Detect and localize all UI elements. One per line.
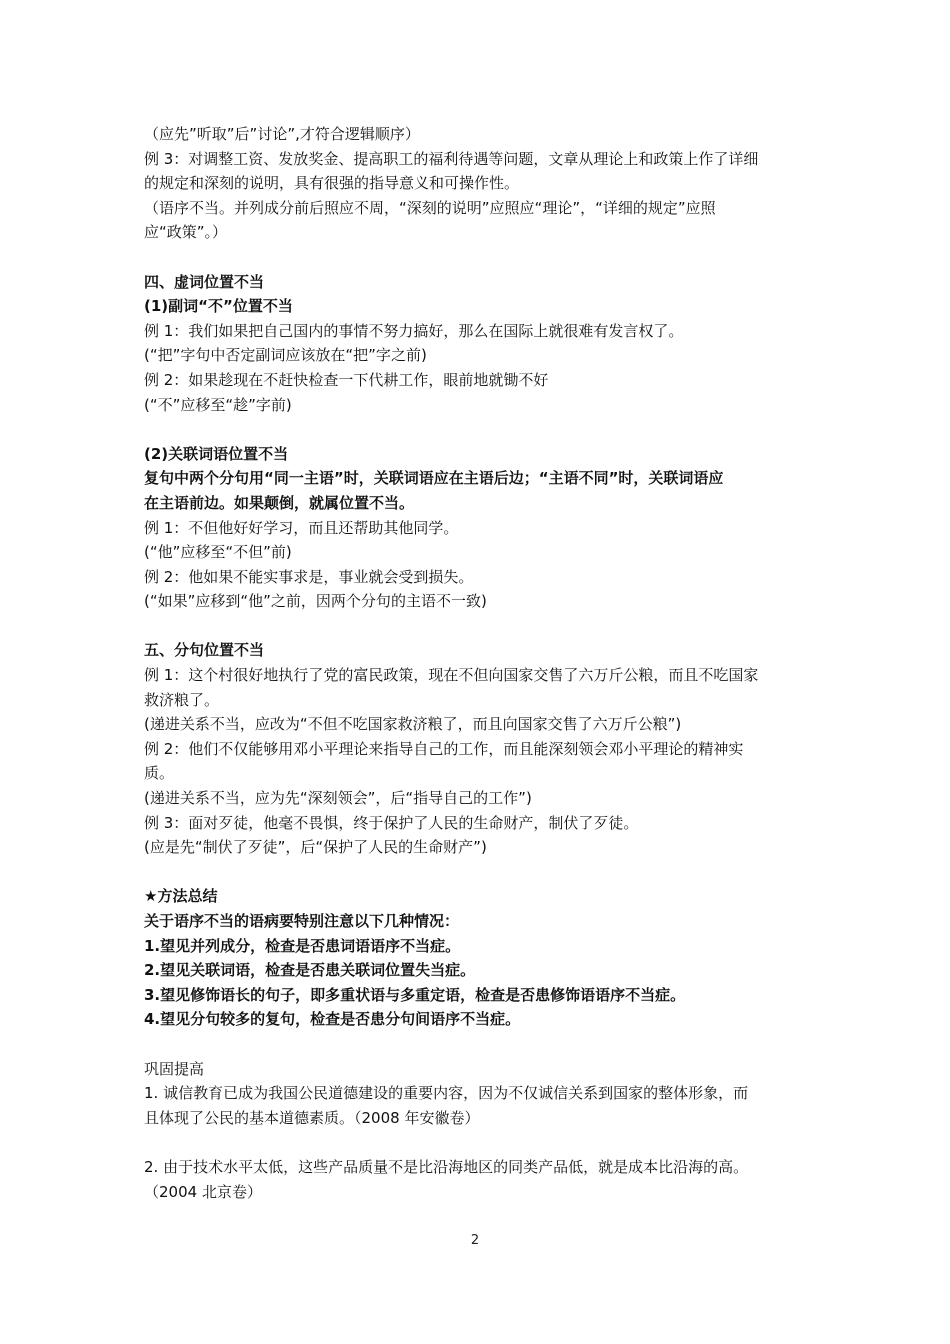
example-line: 例 2：如果趁现在不赶快检查一下代耕工作，眼前地就锄不好 [144,370,549,389]
example-line: 例 2：他们不仅能够用邓小平理论来指导自己的工作，而且能深刻领会邓小平理论的精神实 [144,739,744,758]
page-content [144,122,812,1204]
practice-question: （2004 北京卷） [144,1182,262,1201]
note-line: (应是先“制伏了歹徒”，后“保护了人民的生命财产”) [144,838,487,857]
rule-line: 复句中两个分句用“同一主语”时，关联词语应在主语后边；“主语不同”时，关联词语应 [144,469,724,488]
practice-question: 1. 诚信教育已成为我国公民道德建设的重要内容，因为不仅诚信关系到国家的整体形象，而 [144,1084,749,1103]
note-line: (“把”字句中否定副词应该放在“把”字之前) [144,346,427,365]
note-line: (“他”应移至“不但”前) [144,543,292,562]
note-line: (“不”应移至“趁”字前) [144,395,292,414]
rule-line: 在主语前边。如果颠倒，就属位置不当。 [144,493,415,512]
practice-heading: 巩固提高 [144,1059,205,1078]
summary-item: 2.望见关联词语，检查是否患关联词位置失当症。 [144,961,476,980]
summary-item: 4.望见分句较多的复句，检查是否患分句间语序不当症。 [144,1010,521,1029]
example-line: 质。 [144,764,175,783]
example-line: 例 1：不但他好好学习，而且还帮助其他同学。 [144,518,459,537]
example-line: 的规定和深刻的说明，具有很强的指导意义和可操作性。 [144,174,520,193]
note-line: 应“政策”。） [144,223,228,242]
subsection-heading: (2)关联词语位置不当 [144,444,289,463]
practice-question: 且体现了公民的基本道德素质。（2008 年安徽卷） [144,1108,480,1127]
summary-heading: ★方法总结 [144,887,218,906]
note-line: (“如果”应移到“他”之前，因两个分句的主语不一致) [144,592,487,611]
section-heading: 五、分句位置不当 [144,641,265,660]
summary-intro: 关于语序不当的语病要特别注意以下几种情况： [144,912,460,930]
page-number: 2 [470,1233,480,1248]
summary-item: 1.望见并列成分，检查是否患词语语序不当症。 [144,936,461,955]
summary-item: 3.望见修饰语长的句子，即多重状语与多重定语，检查是否患修饰语语序不当症。 [144,985,686,1004]
note-line: (递进关系不当，应为先“深刻领会”，后“指导自己的工作”) [144,789,532,808]
note-line: (递进关系不当，应改为“不但不吃国家救济粮了，而且向国家交售了六万斤公粮”) [144,715,682,734]
example-line: 救济粮了。 [144,690,220,709]
note-line: （应先”听取”后”讨论”,才符合逻辑顺序） [144,125,420,143]
example-line: 例 2：他如果不能实事求是，事业就会受到损失。 [144,567,474,586]
section-heading: 四、虚词位置不当 [144,272,265,291]
example-line: 例 3：面对歹徒，他毫不畏惧，终于保护了人民的生命财产，制伏了歹徒。 [144,813,639,832]
example-line: 例 1：我们如果把自己国内的事情不努力搞好，那么在国际上就很难有发言权了。 [144,321,684,340]
example-line: 例 3：对调整工资、发放奖金、提高职工的福利待遇等问题，文章从理论上和政策上作了详细 [144,149,759,168]
subsection-heading: (1)副词“不”位置不当 [144,297,293,316]
note-line: （语序不当。并列成分前后照应不周，“深刻的说明”应照应“理论”，“详细的规定”应照 [144,198,716,217]
example-line: 例 1：这个村很好地执行了党的富民政策，现在不但向国家交售了六万斤公粮，而且不吃国家 [144,666,759,685]
practice-question: 2. 由于技术水平太低，这些产品质量不是比沿海地区的同类产品低，就是成本比沿海的高。 [144,1157,749,1176]
